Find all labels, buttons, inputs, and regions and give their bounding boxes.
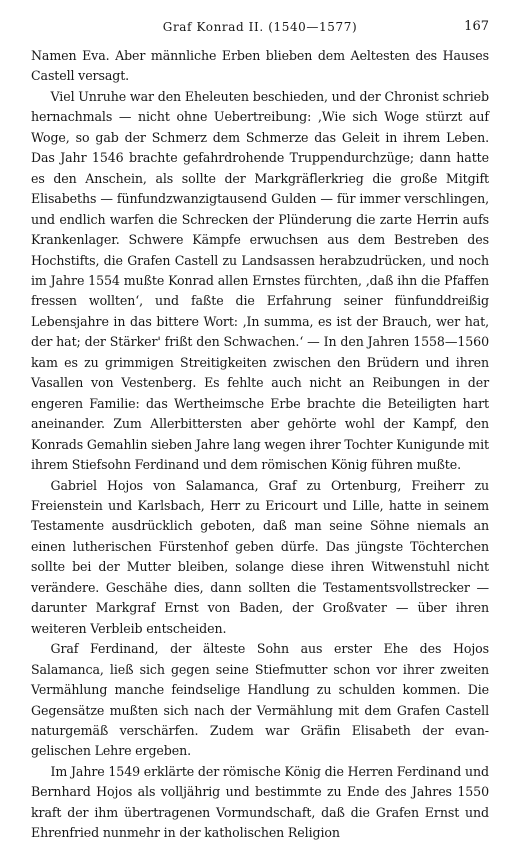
running-head: [31, 18, 489, 36]
paragraph-continues: Im Jahre 1549 erklärte der römische König die Herren Ferdinand und Bernhard Hojos als volljährig und bestimmte zu Ende des Jahres 1550 kraft der ihm übertragenen Vormundschaft, daß die Grafen Ernst und Ehrenfried nunmehr in der katholischen Religion: [31, 763, 489, 841]
paragraph: Viel Unruhe war den Eheleuten beschieden, und der Chronist schrieb hernachmals — nicht ohne Uebertreibung: ‚Wie sich Woge stürzt auf Woge, so gab der Schmerz dem Schmerze das Geleit in ihrem Leben. Das Jahr 1546 brachte gefahrdrohende Truppendurchzüge; dann hatte es den Anschein, als sollte der Markgräflerkrieg die große Mitgift Elisabeths — fünfundzwanzigtausend Gulden — für immer verschlingen, und endlich warfen die Schrecken der Plünderung die zarte Herrin aufs Krankenlager. Schwere Kämpfe erwuchsen aus dem Bestreben des Hochstifts, die Grafen Castell zu Landsassen herabzudrücken, und noch im Jahre 1554 mußte Konrad allen Ernstes fürchten, ‚daß ihn die Pfaffen fressen wollten‘, und faßte die Erfahrung seiner fünfunddreißig Lebensjahre in das bittere Wort: ‚In summa, es ist der Brauch, wer hat, der hat; der Stärker' frißt den Schwachen.‘ — In den Jahren 1558—1560 kam es zu grimmigen Streitigkeiten zwischen den Brüdern und ihren Vasallen von Vestenberg. Es fehlte auch nicht an Reibungen in der engeren Familie: das Wertheimsche Erbe brachte die Beteiligten hart aneinander. Zum Allerbittersten aber gehörte wohl der Kampf, den Konrads Gemahlin sieben Jahre lang wegen ihrer Tochter Kunigunde mit ihrem Stiefsohn Ferdinand und dem römischen König führen mußte.: [31, 88, 489, 473]
paragraph-continued: Namen Eva. Aber männliche Erben blieben dem Aeltesten des Hauses Castell versagt.: [31, 48, 489, 84]
paragraph: Gabriel Hojos von Salamanca, Graf zu Ortenburg, Freiherr zu Freienstein und Karlsbach, Herr zu Ericourt und Lille, hatte in seinem Testamente ausdrücklich geboten, daß man seine Söhne niemals an einen lutherischen Fürstenhof geben dürfe. Das jüngste Töchterchen sollte bei der Mutter bleiben, solange diese ihren Witwenstuhl nicht verändere. Geschähe dies, dann sollten die Testamentsvollstrecker — darunter Markgraf Ernst von Baden, der Großvater — über ihren weiteren Verbleib entscheiden.: [31, 477, 489, 636]
page-number: 167: [464, 19, 489, 34]
body-text: [31, 46, 489, 844]
paragraph: Graf Ferdinand, der älteste Sohn aus erster Ehe des Hojos Salamanca, ließ sich gegen seine Stiefmutter schon vor ihrer zweiten Vermählung manche feindselige Handlung zu schulden kommen. Die Gegensätze mußten sich nach der Vermählung mit dem Grafen Castell naturgemäß verschärfen. Zudem war Gräfin Elisabeth der evangelischen Lehre ergeben.: [31, 641, 489, 759]
running-title: Graf Konrad II. (1540—1577): [162, 20, 358, 34]
